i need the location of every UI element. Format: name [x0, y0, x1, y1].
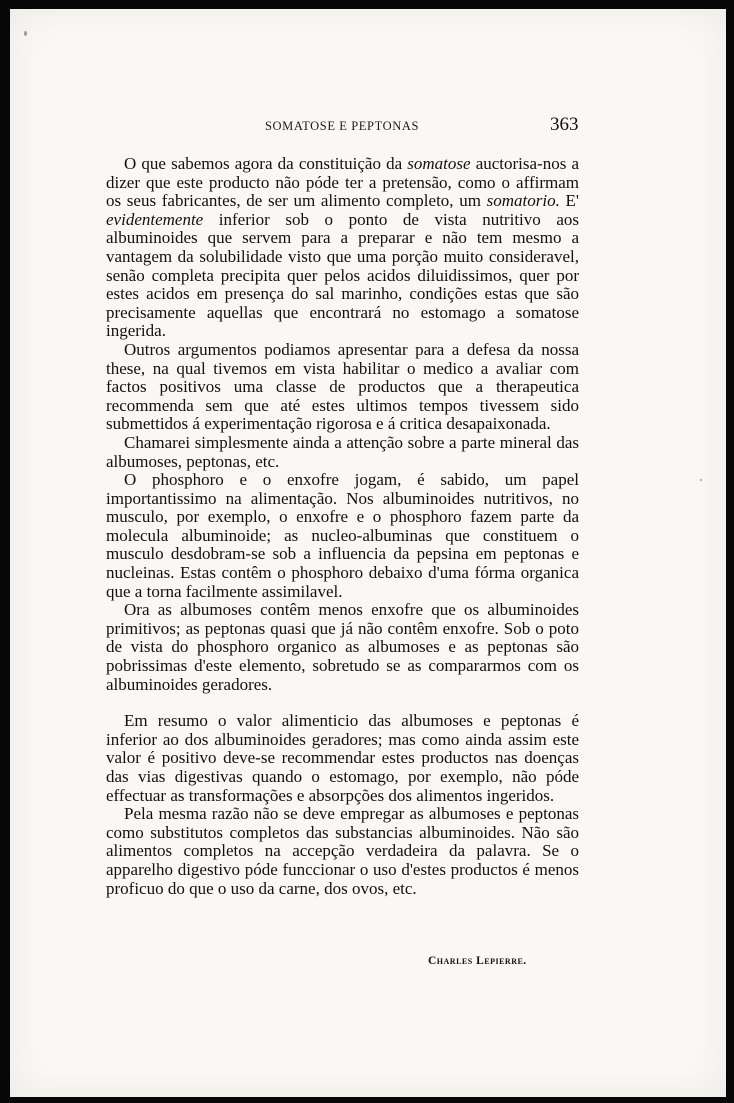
paragraph [106, 471, 579, 601]
paragraph [106, 434, 579, 471]
paragraph-text: Chamarei simplesmente ainda a attenção sobre a parte mineral das albumoses, peptonas, etc. [106, 432, 579, 471]
paragraph [106, 155, 579, 341]
page-header [10, 115, 726, 139]
paragraph-text: O phosphoro e o enxofre jogam, é sabido, um papel importantissimo na alimentação. Nos albuminoides nutritivos, no musculo, por exemplo, o enxofre e o phosphoro fazem parte da molecula albuminoide; as nucleo-albuminas que constituem o musculo desdobram-se sob a influencia da pepsina em peptonas e nucleinas. Estas contêm o phosphoro debaixo d'uma fórma organica que a torna facilmente assimilavel. [106, 470, 579, 601]
italic-term: somatorio. [486, 191, 560, 211]
paragraph-text: Outros argumentos podiamos apresentar para a defesa da nossa these, na qual tivemos em vista habilitar o medico a avaliar com factos positivos uma classe de productos que a therapeutica recommenda sem que até estes ultimos tempos tivessem sido submettidos á experimentação rigorosa e á critica desapaixonada. [106, 339, 579, 434]
paragraph-text: E' [559, 191, 579, 211]
paragraph-text: Ora as albumoses contêm menos enxofre que os albuminoides primitivos; as peptonas quasi que já não contêm enxofre. Sob o poto de vista do phosphoro organico as albumoses e as peptonas são pobrissimas d'este elemento, sobretudo se as compararmos com os albuminoides geradores. [106, 600, 579, 694]
paragraph-text: inferior sob o ponto de vista nutritivo aos albuminoides que servem para a preparar e não tem mesmo a vantagem da solubilidade visto que uma porção muito consideravel, senão completa precipita quer pelos acidos diluidissimos, quer por estes acidos em presença do sal marinho, condições estas que são precisamente aquellas que encontrará no estomago a somatose ingerida. [106, 209, 579, 341]
paper-speck [700, 479, 702, 481]
paragraph [106, 601, 579, 694]
italic-term: somatose [407, 154, 471, 173]
paragraph [106, 341, 579, 434]
paragraph [106, 712, 579, 805]
author-signature: Charles Lepierre. [428, 955, 527, 967]
running-title: SOMATOSE E PEPTONAS [265, 119, 420, 133]
page-number: 363 [550, 114, 579, 135]
section-gap [106, 694, 579, 712]
book-page [10, 9, 726, 1097]
article-body [106, 155, 579, 898]
paragraph-text: auctorisa-nos a dizer que este producto não póde ter a pretensão, como o affirmam os seus fabricantes, de ser um alimento completo, um [106, 154, 580, 211]
italic-term: evidentemente [106, 209, 204, 229]
paragraph-text: Pela mesma razão não se deve empregar as albumoses e peptonas como substitutos completos das substancias albuminoides. Não são alimentos completos na accepção verdadeira da palavra. Se o apparelho digestivo póde funccionar o uso d'estes productos é menos proficuo do que o uso da carne, dos ovos, etc. [106, 804, 579, 898]
paragraph-text: O que sabemos agora da constituição da [124, 154, 408, 173]
paper-speck [24, 31, 27, 36]
paragraph [106, 805, 579, 898]
paragraph-text: Em resumo o valor alimenticio das albumoses e peptonas é inferior ao dos albuminoides geradores; mas como ainda assim este valor é positivo deve-se recommendar estes productos nas doenças das vias digestivas quando o estomago, por exemplo, não póde effectuar as transformações e absorpções dos alimentos ingeridos. [106, 711, 579, 805]
